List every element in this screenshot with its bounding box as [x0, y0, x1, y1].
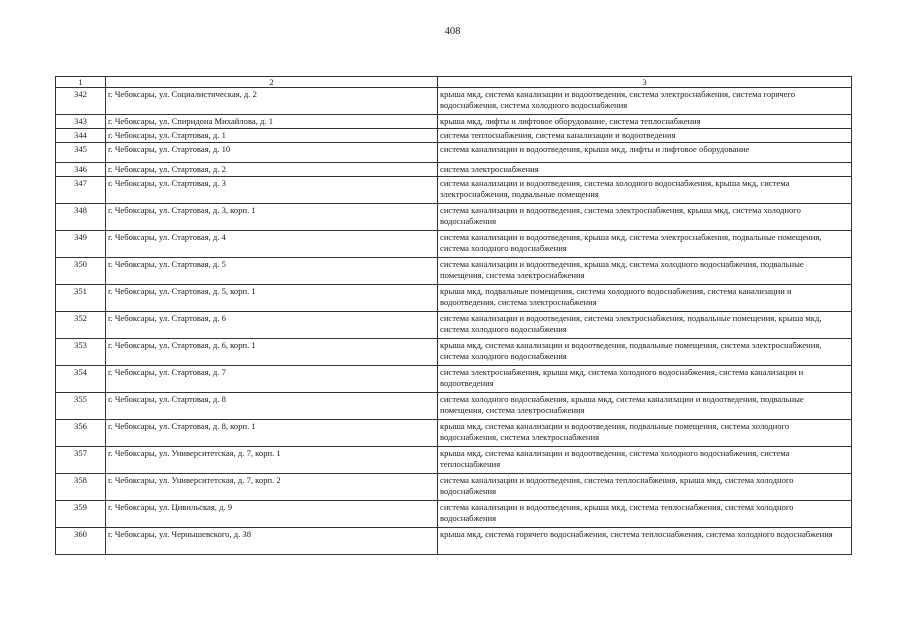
table-row [56, 420, 852, 447]
systems-cell: система канализации и водоотведения, система теплоснабжения, крыша мкд, система холодного водоснабжения [438, 474, 852, 501]
column-header-row [56, 77, 852, 88]
address-cell: г. Чебоксары, ул. Цивильская, д. 9 [106, 501, 438, 528]
row-number: 344 [56, 129, 106, 143]
table-row [56, 339, 852, 366]
address-cell: г. Чебоксары, ул. Стартовая, д. 1 [106, 129, 438, 143]
table-row [56, 204, 852, 231]
row-number: 359 [56, 501, 106, 528]
column-header-1: 1 [56, 77, 106, 88]
column-header-3: 3 [438, 77, 852, 88]
address-cell: г. Чебоксары, ул. Университетская, д. 7, корп. 1 [106, 447, 438, 474]
address-cell: г. Чебоксары, ул. Стартовая, д. 8, корп. 1 [106, 420, 438, 447]
address-cell: г. Чебоксары, ул. Стартовая, д. 8 [106, 393, 438, 420]
row-number: 343 [56, 115, 106, 129]
row-number: 347 [56, 177, 106, 204]
row-number: 358 [56, 474, 106, 501]
row-number: 351 [56, 285, 106, 312]
address-cell: г. Чебоксары, ул. Стартовая, д. 2 [106, 163, 438, 177]
table-row [56, 447, 852, 474]
table-body [56, 77, 852, 555]
address-cell: г. Чебоксары, ул. Социалистическая, д. 2 [106, 88, 438, 115]
systems-cell: система канализации и водоотведения, крыша мкд, система теплоснабжения, система холодного водоснабжения [438, 501, 852, 528]
systems-cell: система канализации и водоотведения, крыша мкд, система холодного водоснабжения, подвальные помещения, система электроснабжения [438, 258, 852, 285]
table-row [56, 258, 852, 285]
table-row [56, 143, 852, 163]
table-row [56, 366, 852, 393]
page-number: 408 [444, 26, 461, 37]
systems-cell: система теплоснабжения, система канализации и водоотведения [438, 129, 852, 143]
systems-cell: система канализации и водоотведения, крыша мкд, система электроснабжения, подвальные помещения, система холодного водоснабжения [438, 231, 852, 258]
systems-cell: крыша мкд, подвальные помещения, система холодного водоснабжения, система канализации и водоотведения, система электроснабжения [438, 285, 852, 312]
systems-cell: система канализации и водоотведения, крыша мкд, лифты и лифтовое оборудование [438, 143, 852, 163]
row-number: 360 [56, 528, 106, 555]
address-cell: г. Чебоксары, ул. Стартовая, д. 10 [106, 143, 438, 163]
address-cell: г. Чебоксары, ул. Стартовая, д. 4 [106, 231, 438, 258]
systems-cell: система электроснабжения, крыша мкд, система холодного водоснабжения, система канализации и водоотведения [438, 366, 852, 393]
address-cell: г. Чебоксары, ул. Стартовая, д. 3 [106, 177, 438, 204]
table-row [56, 312, 852, 339]
row-number: 348 [56, 204, 106, 231]
systems-cell: система канализации и водоотведения, система электроснабжения, подвальные помещения, крыша мкд, система холодного водоснабжения [438, 312, 852, 339]
address-cell: г. Чебоксары, ул. Стартовая, д. 7 [106, 366, 438, 393]
systems-table [55, 76, 852, 555]
table-row [56, 501, 852, 528]
table-row [56, 163, 852, 177]
row-number: 355 [56, 393, 106, 420]
table-row [56, 129, 852, 143]
address-cell: г. Чебоксары, ул. Стартовая, д. 5, корп. 1 [106, 285, 438, 312]
address-cell: г. Чебоксары, ул. Стартовая, д. 3, корп. 1 [106, 204, 438, 231]
systems-cell: крыша мкд, система канализации и водоотведения, подвальные помещения, система электроснабжения, система холодного водоснабжения [438, 339, 852, 366]
systems-cell: крыша мкд, система канализации и водоотведения, система электроснабжения, система горячего водоснабжения, система холодного водоснабжения [438, 88, 852, 115]
systems-cell: система холодного водоснабжения, крыша мкд, система канализации и водоотведения, подвальные помещения, система электроснабжения [438, 393, 852, 420]
address-cell: г. Чебоксары, ул. Университетская, д. 7, корп. 2 [106, 474, 438, 501]
systems-cell: система канализации и водоотведения, система холодного водоснабжения, крыша мкд, система электроснабжения, подвальные помещения [438, 177, 852, 204]
row-number: 354 [56, 366, 106, 393]
table-row [56, 285, 852, 312]
row-number: 356 [56, 420, 106, 447]
systems-cell: крыша мкд, система канализации и водоотведения, система холодного водоснабжения, система теплоснабжения [438, 447, 852, 474]
table-row [56, 474, 852, 501]
address-cell: г. Чебоксары, ул. Стартовая, д. 5 [106, 258, 438, 285]
systems-cell: система канализации и водоотведения, система электроснабжения, крыша мкд, система холодного водоснабжения [438, 204, 852, 231]
table-row [56, 177, 852, 204]
systems-cell: крыша мкд, система горячего водоснабжения, система теплоснабжения, система холодного водоснабжения [438, 528, 852, 555]
table-row [56, 528, 852, 555]
row-number: 349 [56, 231, 106, 258]
column-header-2: 2 [106, 77, 438, 88]
row-number: 350 [56, 258, 106, 285]
address-cell: г. Чебоксары, ул. Спиридона Михайлова, д. 1 [106, 115, 438, 129]
address-cell: г. Чебоксары, ул. Стартовая, д. 6, корп. 1 [106, 339, 438, 366]
table-row [56, 393, 852, 420]
address-cell: г. Чебоксары, ул. Стартовая, д. 6 [106, 312, 438, 339]
row-number: 357 [56, 447, 106, 474]
row-number: 345 [56, 143, 106, 163]
row-number: 346 [56, 163, 106, 177]
row-number: 352 [56, 312, 106, 339]
row-number: 342 [56, 88, 106, 115]
address-cell: г. Чебоксары, ул. Чернышевского, д. 38 [106, 528, 438, 555]
systems-cell: крыша мкд, система канализации и водоотведения, подвальные помещения, система холодного водоснабжения, система электроснабжения [438, 420, 852, 447]
row-number: 353 [56, 339, 106, 366]
systems-cell: система электроснабжения [438, 163, 852, 177]
table-row [56, 231, 852, 258]
systems-cell: крыша мкд, лифты и лифтовое оборудование, система теплоснабжения [438, 115, 852, 129]
systems-table-container [55, 76, 851, 555]
table-row [56, 115, 852, 129]
table-row [56, 88, 852, 115]
